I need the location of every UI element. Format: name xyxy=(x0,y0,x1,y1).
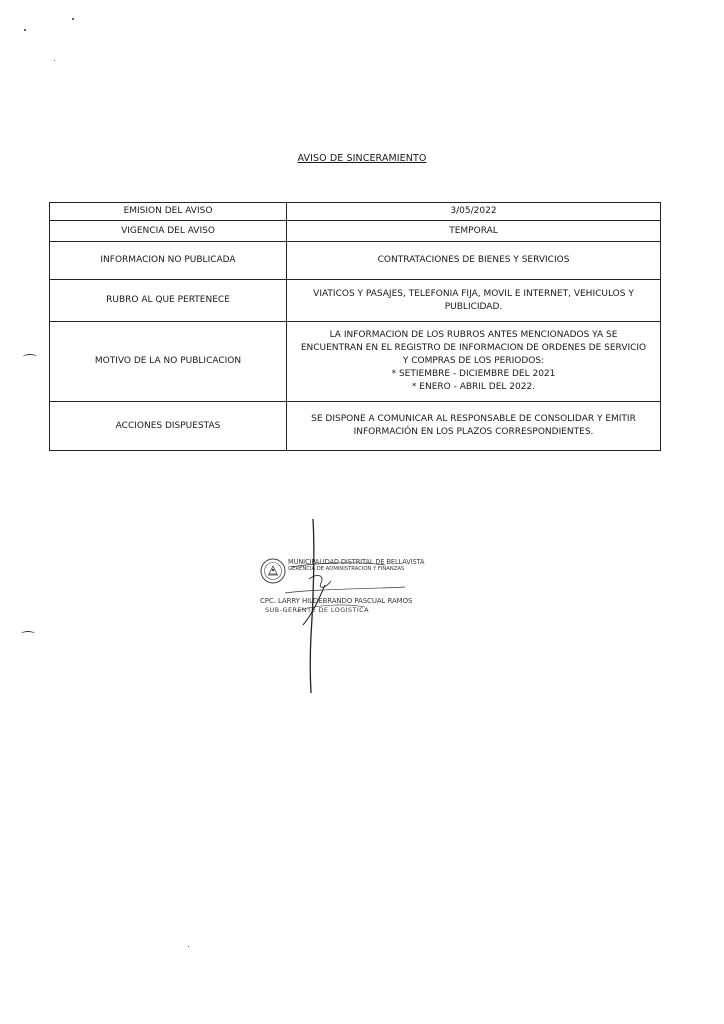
row-value xyxy=(287,242,661,280)
row-value xyxy=(287,280,661,322)
stamp-department: GERENCIA DE ADMINISTRACION Y FINANZAS xyxy=(288,566,405,572)
value-line: PUBLICIDAD. xyxy=(444,301,503,312)
table-row xyxy=(50,203,661,221)
row-value xyxy=(287,402,661,451)
signature-stamp xyxy=(255,515,435,695)
value-line: TEMPORAL xyxy=(449,225,498,236)
stamp-organization: MUNICIPALIDAD DISTRITAL DE BELLAVISTA xyxy=(288,558,425,566)
handwritten-signature xyxy=(255,515,435,695)
table-row xyxy=(50,280,661,322)
value-line: SE DISPONE A COMUNICAR AL RESPONSABLE DE CONSOLIDAR Y EMITIR xyxy=(311,414,636,424)
page-title: AVISO DE SINCERAMIENTO xyxy=(297,153,427,164)
row-value xyxy=(287,203,661,221)
value-line: Y COMPRAS DE LOS PERIODOS: xyxy=(402,356,545,366)
value-line: ENCUENTRAN EN EL REGISTRO DE INFORMACION DE ORDENES DE SERVICIO xyxy=(300,343,647,353)
stamp-signatory: CPC. LARRY HILDEBRANDO PASCUAL RAMOS xyxy=(260,597,413,605)
margin-mark xyxy=(21,631,35,637)
row-label: VIGENCIA DEL AVISO xyxy=(50,221,287,242)
value-line: * ENERO - ABRIL DEL 2022. xyxy=(411,382,536,392)
row-label: ACCIONES DISPUESTAS xyxy=(50,402,287,451)
margin-mark xyxy=(23,354,37,360)
table-row xyxy=(50,402,661,451)
notice-table xyxy=(49,202,661,451)
row-label: RUBRO AL QUE PERTENECE xyxy=(50,280,287,322)
row-value xyxy=(287,322,661,402)
value-line: LA INFORMACION DE LOS RUBROS ANTES MENCIONADOS YA SE xyxy=(329,330,618,340)
value-line: * SETIEMBRE - DICIEMBRE DEL 2021 xyxy=(391,369,556,379)
row-label: INFORMACION NO PUBLICADA xyxy=(50,242,287,280)
row-value xyxy=(287,221,661,242)
row-label: EMISION DEL AVISO xyxy=(50,203,287,221)
table-row xyxy=(50,221,661,242)
table-row xyxy=(50,322,661,402)
value-line: INFORMACIÓN EN LOS PLAZOS CORRESPONDIENTES. xyxy=(353,427,594,437)
stamp-position: SUB-GERENTE DE LOGÍSTICA xyxy=(265,606,369,614)
row-label: MOTIVO DE LA NO PUBLICACION xyxy=(50,322,287,402)
table-row xyxy=(50,242,661,280)
value-line: VIATICOS Y PASAJES, TELEFONIA FIJA, MOVIL E INTERNET, VEHICULOS Y xyxy=(313,288,634,299)
value-line: CONTRATACIONES DE BIENES Y SERVICIOS xyxy=(377,255,570,265)
value-line: 3/05/2022 xyxy=(450,206,497,216)
